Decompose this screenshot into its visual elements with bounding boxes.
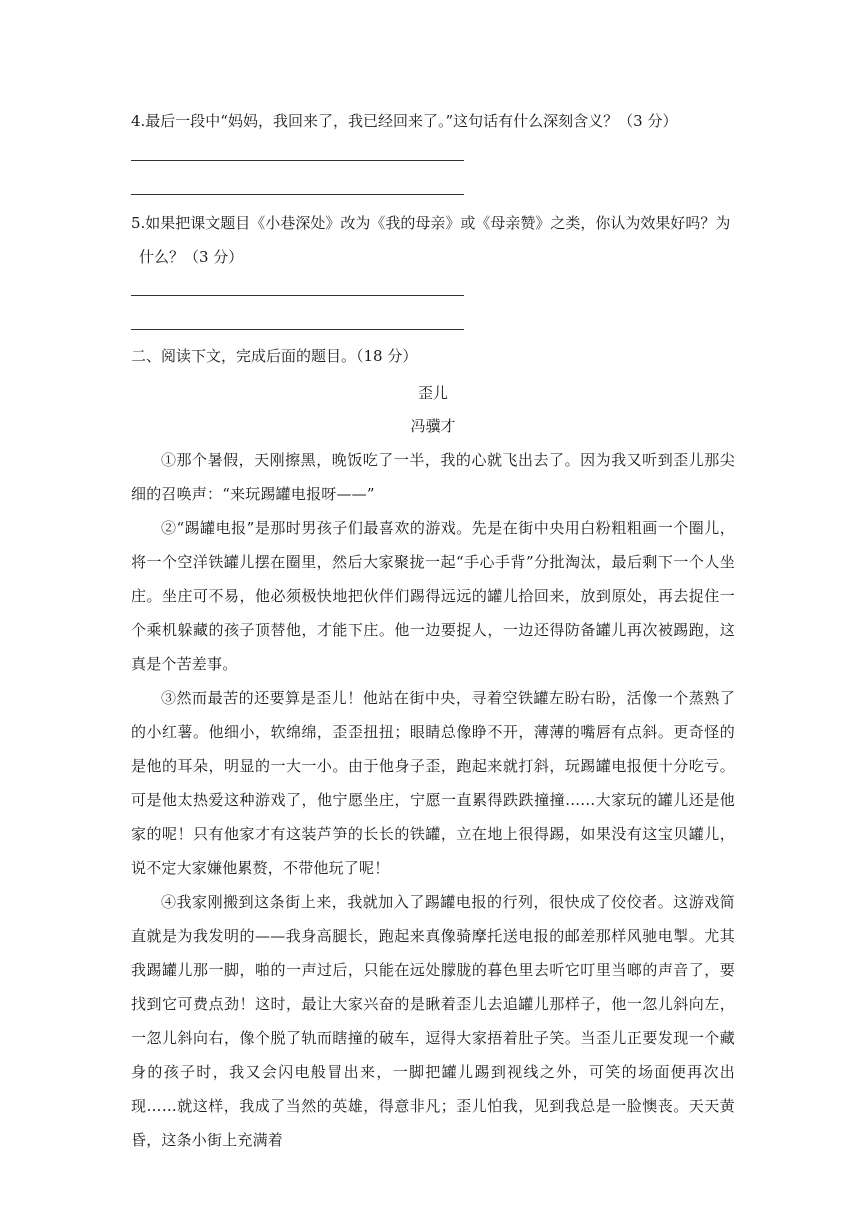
article-title: 歪儿: [417, 384, 448, 402]
paragraph-2: ②“踢罐电报”是那时男孩子们最喜欢的游戏。先是在街中央用白粉粗粗画一个圈儿，将一个空洋铁罐儿摆在圈里，然后大家聚拢一起“手心手背”分批淘汰，最后剩下一个人坐庄。坐庄可不易，他必须极快地把伙伴们踢得远远的罐儿拾回来，放到原处，再去捉住一个乘机躲藏的孩子顶替他，才能下庄。他一边要捉人，一边还得防备罐儿再次被踢跑，这真是个苦差事。: [131, 519, 735, 673]
section-heading: 二、阅读下文，完成后面的题目。（18 分）: [131, 347, 418, 365]
article-body: [131, 443, 735, 1157]
answer-line[interactable]: [131, 194, 464, 195]
article-author: 冯骥才: [410, 417, 456, 435]
question-5-text: 5.如果把课文题目《小巷深处》改为《我的母亲》或《母亲赞》之类，你认为效果好吗？为: [131, 214, 731, 232]
paragraph-4: ④我家刚搬到这条街上来，我就加入了踢罐电报的行列，很快成了佼佼者。这游戏简直就是为我发明的——我身高腿长，跑起来真像骑摩托送电报的邮差那样风驰电掣。尤其我踢罐儿那一脚，啪的一声过后，只能在远处朦胧的暮色里去听它叮里当啷的声音了，要找到它可费点劲！这时，最让大家兴奋的是瞅着歪儿去追罐儿那样子，他一忽儿斜向左，一忽儿斜向右，像个脱了轨而瞎撞的破车，逗得大家捂着肚子笑。当歪儿正要发现一个藏身的孩子时，我又会闪电般冒出来，一脚把罐儿踢到视线之外，可笑的场面便再次出现……就这样，我成了当然的英雄，得意非凡；歪儿怕我，见到我总是一脸懊丧。天天黄昏，这条小街上充满着: [131, 893, 735, 1149]
answer-line[interactable]: [131, 295, 464, 296]
question-5-text-continued: 什么？（3 分）: [139, 248, 244, 266]
answer-line[interactable]: [131, 160, 464, 161]
paragraph-1: ①那个暑假，天刚擦黑，晚饭吃了一半，我的心就飞出去了。因为我又听到歪儿那尖细的召唤声：“来玩踢罐电报呀——”: [131, 451, 735, 503]
question-4: [131, 104, 735, 138]
question-4-text: 4.最后一段中“妈妈，我回来了，我已经回来了。”这句话有什么深刻含义？（3 分）: [131, 112, 678, 130]
paragraph-3: ③然而最苦的还要算是歪儿！他站在街中央，寻着空铁罐左盼右盼，活像一个蒸熟了的小红薯。他细小，软绵绵，歪歪扭扭；眼睛总像睁不开，薄薄的嘴唇有点斜。更奇怪的是他的耳朵，明显的一大一小。由于他身子歪，跑起来就打斜，玩踢罐电报便十分吃亏。可是他太热爱这种游戏了，他宁愿坐庄，宁愿一直累得跌跌撞撞……大家玩的罐儿还是他家的呢！只有他家才有这装芦笋的长长的铁罐，立在地上很得踢，如果没有这宝贝罐儿，说不定大家嫌他累赘，不带他玩了呢！: [131, 689, 735, 877]
answer-line[interactable]: [131, 329, 464, 330]
question-5: [131, 206, 735, 274]
